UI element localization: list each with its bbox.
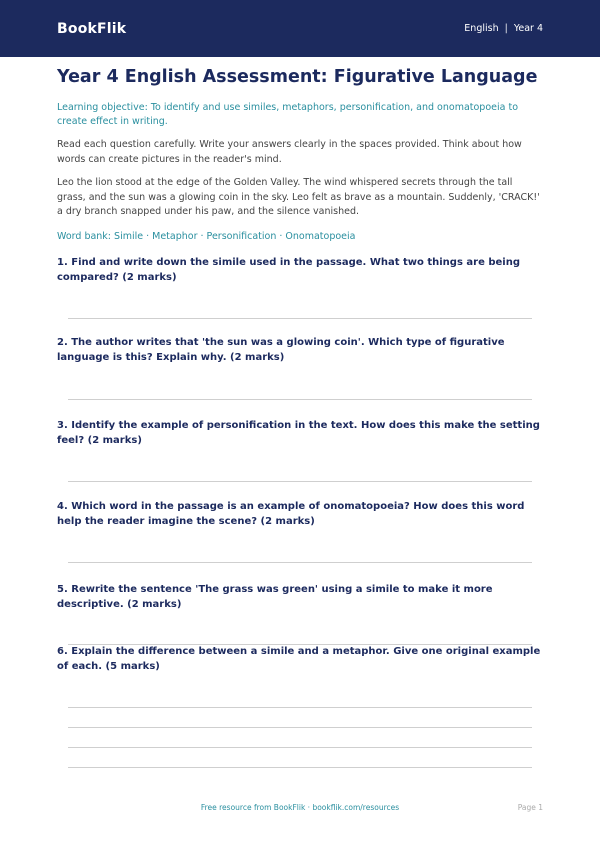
header-bar [0, 0, 600, 57]
footer-text[interactable]: Free resource from BookFlik · bookflik.com/resources [200, 803, 400, 812]
brand-logo[interactable]: BookFlik [57, 20, 127, 37]
question-2: 2. The author writes that 'the sun was a glowing coin'. Which type of figurative language is this? Explain why. (2 marks) [57, 337, 505, 363]
answer-line[interactable] [68, 399, 532, 400]
subject-label [464, 23, 543, 34]
answer-line[interactable] [68, 481, 532, 482]
answer-line[interactable] [68, 747, 532, 748]
answer-line[interactable] [68, 562, 532, 563]
reading-passage: Leo the lion stood at the edge of the Golden Valley. The wind whispered secrets through the tall grass, and the sun was a glowing coin in the sky. Leo felt as brave as a mountain. Suddenly, 'CRACK!' a dry branch snapped under his paw, and the silence vanished. [57, 177, 540, 217]
instructions: Read each question carefully. Write your answers clearly in the spaces provided. Think about how words can create pictures in the reader's mind. [57, 139, 522, 165]
subject-name: English [464, 23, 499, 34]
question-4: 4. Which word in the passage is an example of onomatopoeia? How does this word help the reader imagine the scene? (2 marks) [57, 501, 525, 527]
subject-separator: | [504, 23, 508, 34]
answer-line[interactable] [68, 727, 532, 728]
learning-objective: Learning objective: To identify and use similes, metaphors, personification, and onomatopoeia to create effect in writing. [57, 102, 519, 127]
answer-line[interactable] [68, 767, 532, 768]
question-6: 6. Explain the difference between a simile and a metaphor. Give one original example of each. (5 marks) [57, 646, 541, 672]
answer-line[interactable] [68, 707, 532, 708]
document-intro [57, 66, 543, 244]
question-1: 1. Find and write down the simile used in the passage. What two things are being compared? (2 marks) [57, 257, 520, 283]
answer-line[interactable] [68, 318, 532, 319]
question-5: 5. Rewrite the sentence 'The grass was green' using a simile to make it more descriptive. (2 marks) [57, 584, 493, 610]
page-number: Page 1 [517, 803, 543, 812]
word-bank: Word bank: Simile · Metaphor · Personification · Onomatopoeia [57, 230, 356, 242]
page-title: Year 4 English Assessment: Figurative Language [57, 67, 538, 87]
year-level: Year 4 [513, 23, 543, 34]
question-3: 3. Identify the example of personification in the text. How does this make the setting feel? (2 marks) [57, 420, 540, 446]
